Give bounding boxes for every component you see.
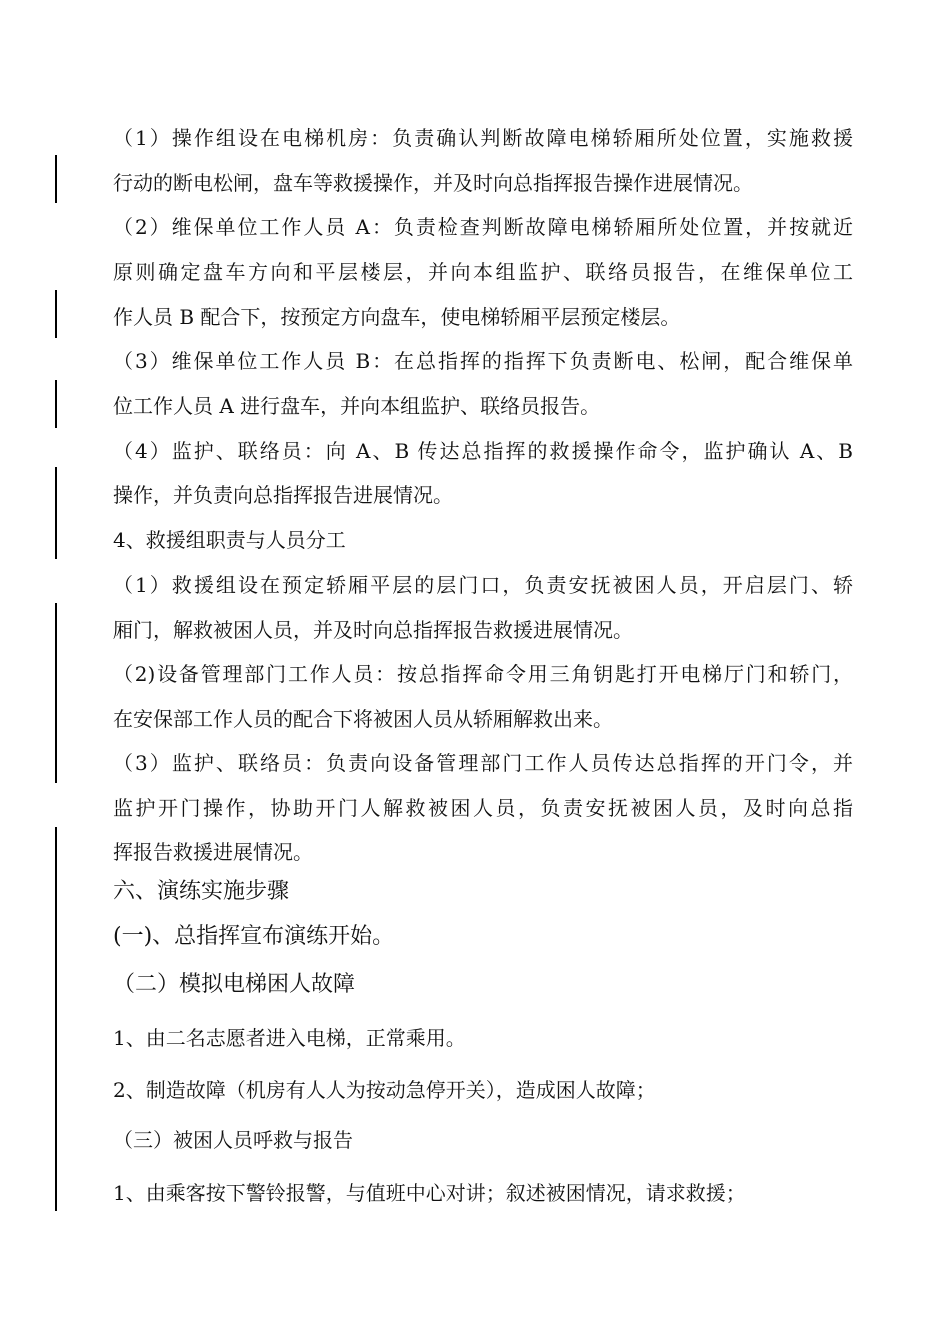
step-heading: (一)、总指挥宣布演练开始。 [113, 924, 395, 949]
paragraph-line: （2）维保单位工作人员 A：负责检查判断故障电梯轿厢所处位置，并按就近 [113, 215, 853, 239]
revision-bar [55, 290, 57, 338]
paragraph-line: （1）救援组设在预定轿厢平层的层门口，负责安抚被困人员，开启层门、轿 [113, 573, 853, 597]
paragraph-line: （3）维保单位工作人员 B：在总指挥的指挥下负责断电、松闸，配合维保单 [113, 349, 853, 373]
section-heading: 4、救援组职责与人员分工 [113, 528, 346, 552]
paragraph-line: 在安保部工作人员的配合下将被困人员从轿厢解救出来。 [113, 707, 613, 731]
paragraph-line: 位工作人员 A 进行盘车，并向本组监护、联络员报告。 [113, 394, 601, 418]
revision-bar [55, 467, 57, 559]
paragraph-line: 操作，并负责向总指挥报告进展情况。 [113, 483, 453, 507]
paragraph-line: （4）监护、联络员：向 A、B 传达总指挥的救援操作命令，监护确认 A、B [113, 439, 853, 463]
step-heading: （二）模拟电梯困人故障 [113, 972, 356, 997]
paragraph-line: 作人员 B 配合下，按预定方向盘车，使电梯轿厢平层预定楼层。 [113, 305, 681, 329]
paragraph-line: 监护开门操作，协助开门人解救被困人员，负责安抚被困人员，及时向总指 [113, 796, 853, 820]
paragraph-line: （3）监护、联络员：负责向设备管理部门工作人员传达总指挥的开门令，并 [113, 751, 853, 775]
paragraph-line: 厢门，解救被困人员，并及时向总指挥报告救援进展情况。 [113, 618, 633, 642]
revision-bar [55, 380, 57, 428]
chapter-heading: 六、演练实施步骤 [113, 879, 290, 904]
paragraph-line: 1、由乘客按下警铃报警，与值班中心对讲；叙述被困情况，请求救援； [113, 1181, 746, 1205]
paragraph-line: （2)设备管理部门工作人员：按总指挥命令用三角钥匙打开电梯厅门和轿门， [113, 662, 853, 686]
paragraph-line: 1、由二名志愿者进入电梯，正常乘用。 [113, 1026, 466, 1050]
revision-bar [55, 603, 57, 783]
revision-bar [55, 827, 57, 1211]
paragraph-line: 行动的断电松闸，盘车等救援操作，并及时向总指挥报告操作进展情况。 [113, 171, 753, 195]
paragraph-line: 挥报告救援进展情况。 [113, 840, 313, 864]
paragraph-line: 2、制造故障（机房有人人为按动急停开关），造成困人故障； [113, 1078, 656, 1102]
paragraph-line: （1）操作组设在电梯机房：负责确认判断故障电梯轿厢所处位置，实施救援 [113, 126, 853, 150]
paragraph-line: 原则确定盘车方向和平层楼层，并向本组监护、联络员报告，在维保单位工 [113, 260, 853, 284]
revision-bar [55, 155, 57, 203]
step-heading: （三）被困人员呼救与报告 [113, 1128, 353, 1152]
